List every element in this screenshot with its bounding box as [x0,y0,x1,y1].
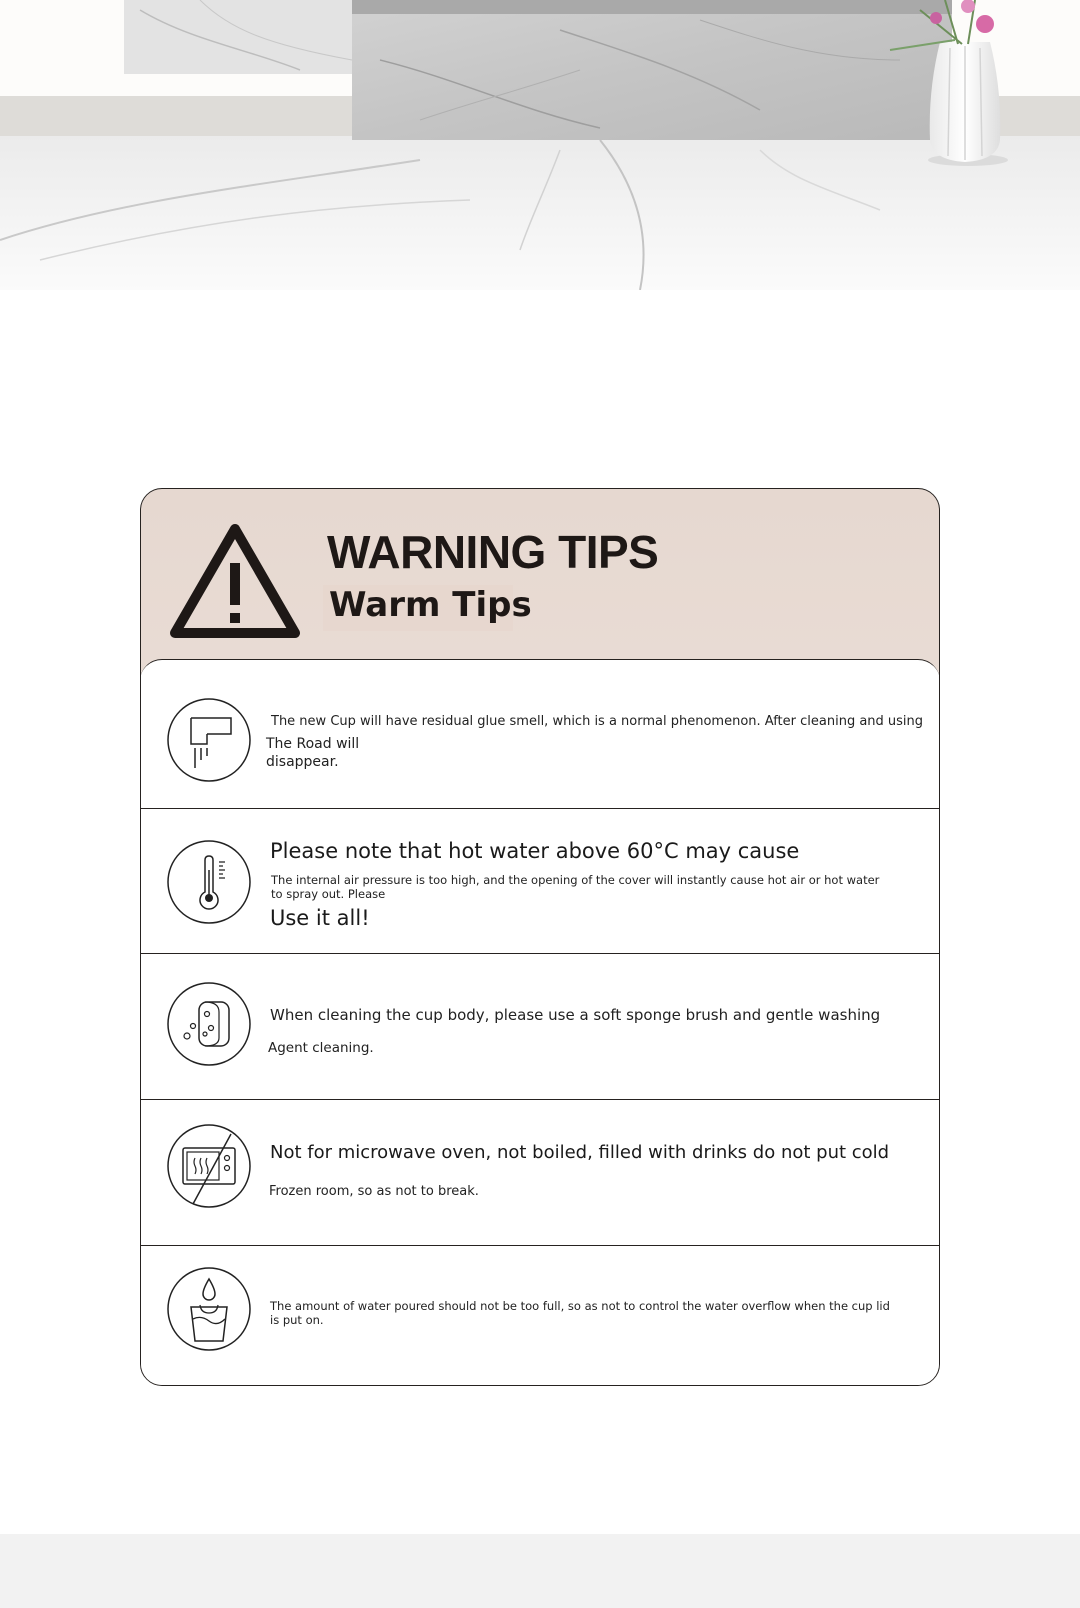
marble-vase-image [0,0,1080,290]
hero-marble-scene [0,0,1080,290]
tip-heading: Please note that hot water above 60°C may cause [270,839,800,863]
tip-item-glue-smell [140,660,940,808]
tip-detail: The internal air pressure is too high, and the opening of the cover will instantly cause hot air or hot water [271,873,880,887]
card-title: WARNING TIPS [327,526,659,578]
card-subtitle: Warm Tips [329,585,532,625]
tip-item-water-level [140,1245,940,1386]
tip-text: When cleaning the cup body, please use a soft sponge brush and gentle washing [270,1006,881,1024]
warning-tips-card [140,488,940,1386]
no-microwave-icon [167,1124,251,1208]
tip-item-cleaning [140,953,940,1099]
tips-list [140,659,940,1386]
tip-text: The new Cup will have residual glue smell, which is a normal phenomenon. After cleaning and using [271,714,924,729]
sponge-icon [167,982,251,1066]
tip-detail-continued: to spray out. Please [271,887,386,901]
thermometer-icon [167,840,251,924]
faucet-icon [167,698,251,782]
tip-text-continued: disappear. [266,754,339,770]
footer-band [0,1534,1080,1608]
warning-triangle-icon [167,519,303,643]
card-header [141,489,940,661]
tip-text-continued: Frozen room, so as not to break. [269,1184,479,1199]
tip-text: Not for microwave oven, not boiled, filled with drinks do not put cold [270,1142,890,1163]
tip-text-continued: The Road will [266,736,360,752]
tip-footer: Use it all! [270,906,370,930]
tip-text: The amount of water poured should not be too full, so as not to control the water overflow when the cup lid [270,1299,890,1313]
water-cup-icon [167,1267,251,1351]
tip-item-microwave [140,1099,940,1245]
tip-text-continued: Agent cleaning. [268,1040,374,1056]
tip-text-continued: is put on. [270,1313,324,1327]
tip-item-hot-water [140,808,940,953]
